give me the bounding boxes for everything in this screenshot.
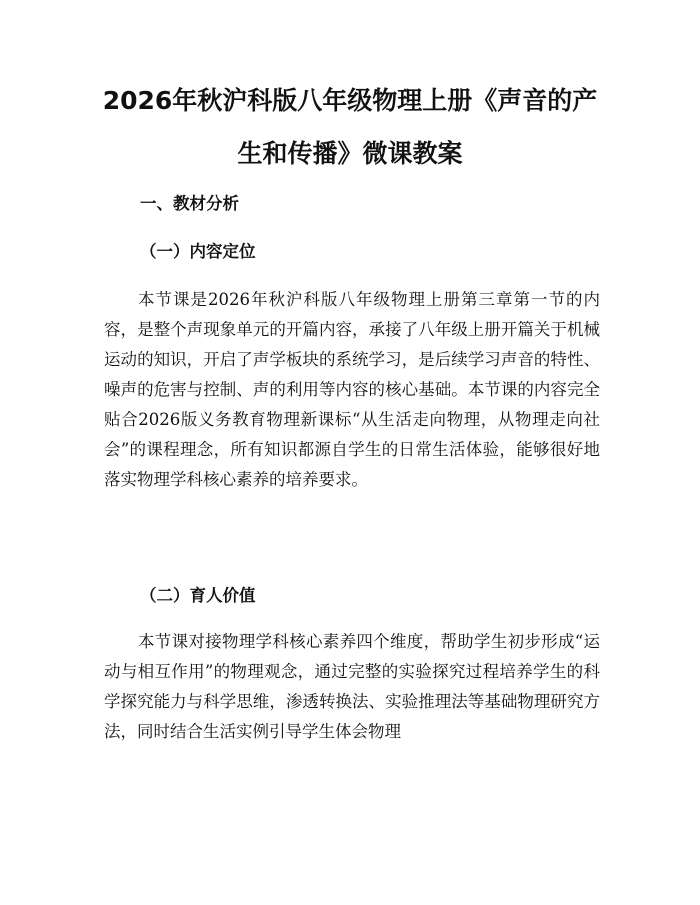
subsection-heading-educational-value: （二）育人价值 bbox=[140, 586, 256, 605]
paragraph-content-positioning: 本节课是2026年秋沪科版八年级物理上册第三章第一节的内容，是整个声现象单元的开篇内容，承接了八年级上册开篇关于机械运动的知识，开启了声学板块的系统学习，是后续学习声音的特性、噪声的危害与控制、声的利用等内容的核心基础。本节课的内容完全贴合2026版义务教育物理新课标“从生活走向物理，从物理走向社会”的课程理念，所有知识都源自学生的日常生活体验，能够很好地落实物理学科核心素养的培养要求。 bbox=[104, 290, 600, 489]
paragraph-educational-value: 本节课对接物理学科核心素养四个维度，帮助学生初步形成“运动与相互作用”的物理观念，通过完整的实验探究过程培养学生的科学探究能力与科学思维，渗透转换法、实验推理法等基础物理研究方法，同时结合生活实例引导学生体会物理 bbox=[104, 632, 600, 741]
subsection-heading-content-positioning: （一）内容定位 bbox=[140, 242, 256, 261]
document-title-line-1: 2026年秋沪科版八年级物理上册《声音的产 bbox=[102, 86, 598, 115]
section-heading-textbook-analysis: 一、教材分析 bbox=[140, 194, 239, 213]
document-title-line-2: 生和传播》微课教案 bbox=[237, 139, 463, 168]
